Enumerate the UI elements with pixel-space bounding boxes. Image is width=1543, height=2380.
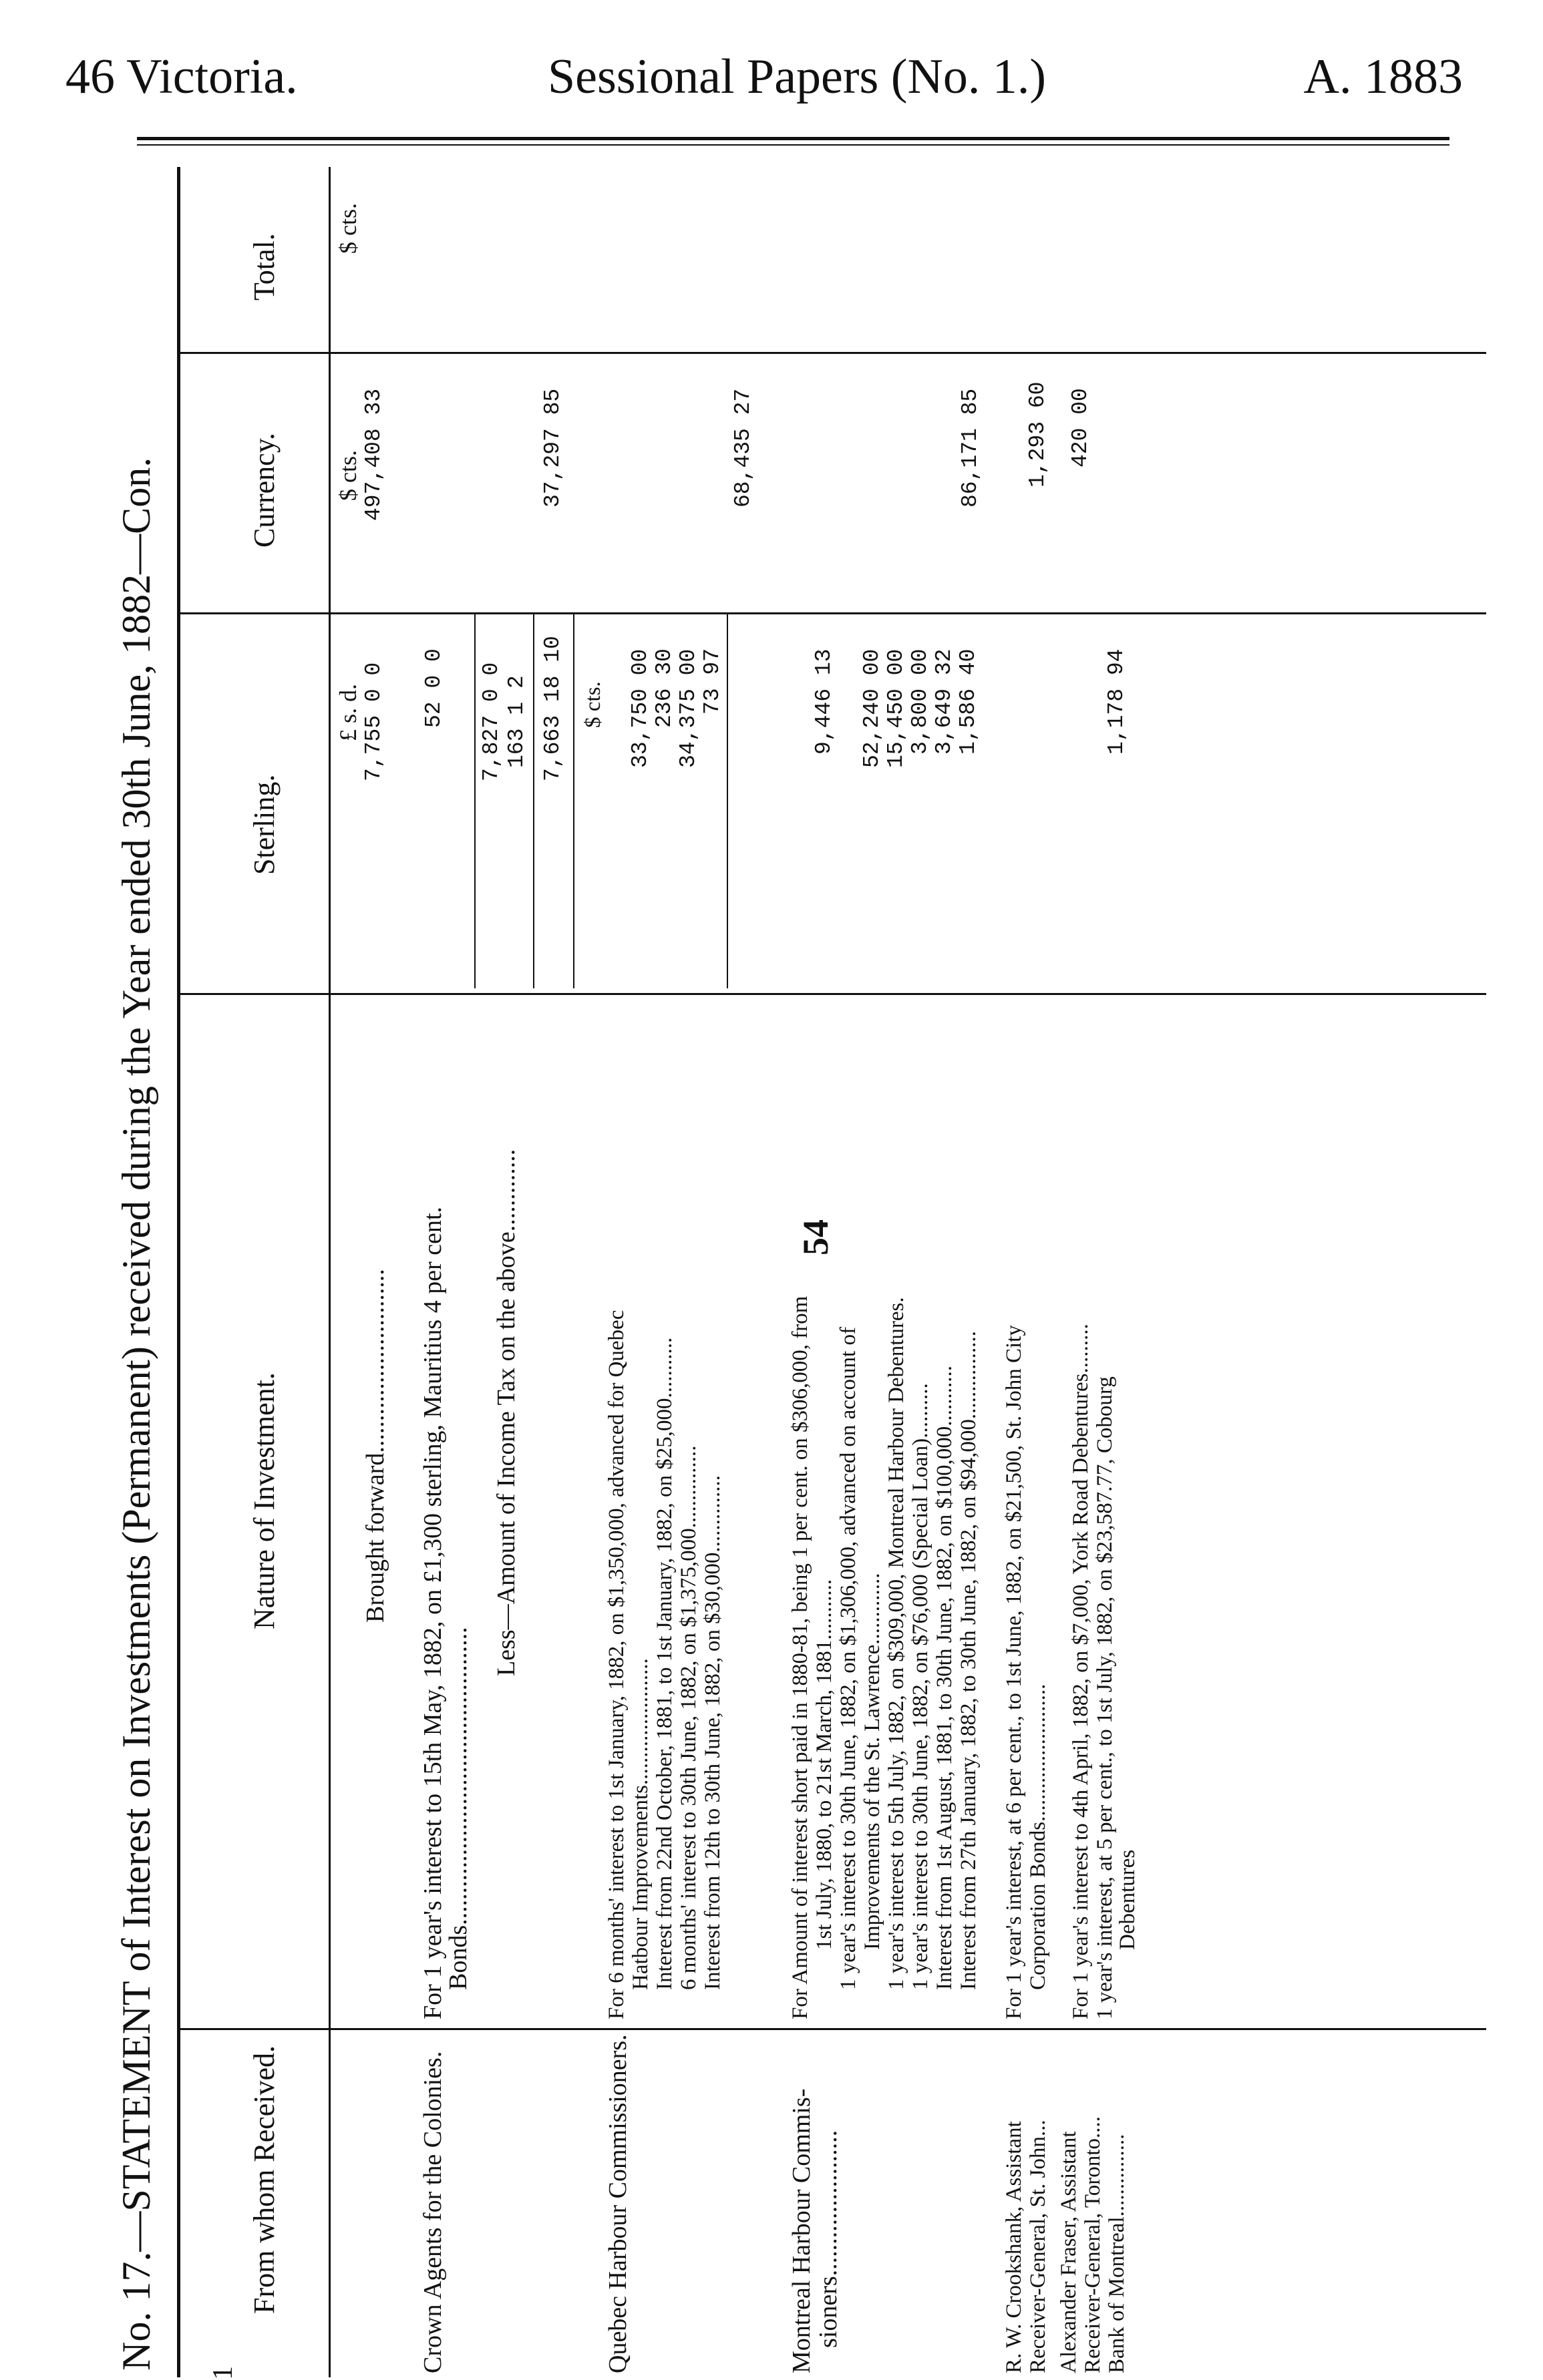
crown-agents-less: Less—Amount of Income Tax on the above.............	[492, 1149, 520, 1676]
crookshank-nature-2: Corporation Bonds.........................	[1026, 1683, 1050, 1990]
montreal-currency: 86,171 85	[958, 388, 983, 508]
quebec-value-2: 236 30	[652, 648, 677, 728]
crookshank-from-1: R. W. Crookshank, Assistant	[1002, 2121, 1026, 2373]
bank-montreal-from: Bank of Montreal...............	[1105, 2134, 1129, 2373]
crown-agents-net: 7,663 18 10	[540, 636, 565, 781]
crown-agents-net-rule	[533, 614, 534, 988]
quebec-line-2: Hatbour Improvements.......................	[629, 1658, 653, 1990]
montreal-from-2: sioners.......................	[814, 2130, 842, 2348]
unit-total: $ cts.	[335, 203, 361, 254]
montreal-line-5: 1 year's interest to 5th July, 1882, on $309,000, Montreal Harbour Debentures.	[884, 1297, 908, 1990]
crown-agents-subtotal: 7,827 0 0	[479, 662, 504, 781]
quebec-line-4: 6 months' interest to 30th June, 1882, on $1,375,000...............	[677, 1445, 701, 1990]
quebec-value-3: 34,375 00	[676, 648, 701, 768]
quebec-from: Quebec Harbour Commissioners.	[604, 2034, 632, 2373]
crown-agents-nature-2: Bonds...............................................	[444, 1627, 472, 1990]
montreal-value-4: 3,800 00	[908, 648, 932, 755]
montreal-value-1: 9,446 13	[812, 648, 836, 755]
col-divider-4	[177, 352, 1486, 354]
brought-forward-label: Brought forward.............................	[361, 1269, 389, 1623]
col-head-from-whom: From whom Received.	[248, 2045, 281, 2314]
brought-forward-sterling: 7,755 0 0	[361, 662, 386, 781]
page-header-left: 46 Victoria.	[65, 49, 298, 104]
col-head-total: Total.	[248, 233, 281, 301]
quebec-section-rule	[573, 614, 574, 988]
bank-montreal-sterling: 1,178 94	[1104, 648, 1129, 755]
montreal-value-5: 3,649 32	[932, 648, 957, 755]
bank-montreal-nature-1: 1 year's interest, at 5 per cent., to 1st July, 1882, on $23,587.77, Cobourg	[1093, 1376, 1117, 2019]
crown-agents-less-value: 163 1 2	[504, 675, 529, 768]
montreal-from-1: Montreal Harbour Commis-	[788, 2088, 816, 2373]
quebec-unit: $ cts.	[581, 681, 605, 728]
page-header-right: A. 1883	[1303, 49, 1463, 104]
quebec-value-1: 33,750 00	[628, 648, 653, 768]
page-header-center: Sessional Papers (No. 1.)	[548, 49, 1047, 104]
col-head-nature: Nature of Investment.	[248, 1372, 281, 1629]
quebec-currency: 68,435 27	[731, 388, 755, 508]
crown-agents-sterling: 52 0 0	[421, 648, 446, 728]
crown-agents-subtotal-rule	[474, 614, 476, 988]
crown-agents-currency: 37,297 85	[540, 388, 565, 508]
fraser-from-2: Receiver-General, Toronto....	[1081, 2116, 1105, 2373]
quebec-line-3: Interest from 22nd October, 1881, to 1st January, 1882, on $25,000...........	[653, 1337, 677, 1990]
montreal-line-2: 1st July, 1880, to 21st March, 1881...........	[812, 1579, 836, 1950]
crown-agents-from: Crown Agents for the Colonies.	[419, 2051, 447, 2373]
montreal-value-3: 15,450 00	[884, 648, 908, 768]
montreal-value-2: 52,240 00	[860, 648, 884, 768]
quebec-value-4: 73 97	[700, 648, 725, 715]
brought-forward-currency: 497,408 33	[361, 388, 386, 521]
crookshank-nature-1: For 1 year's interest, at 6 per cent., to 1st June, 1882, on $21,500, St. John City	[1002, 1325, 1026, 2019]
table-header-rule	[329, 167, 331, 2377]
montreal-section-rule	[727, 614, 728, 988]
crown-agents-nature-1: For 1 year's interest to 15th May, 1882, on £1,300 sterling, Mauritius 4 per cent.	[419, 1206, 447, 2019]
montreal-line-4: Improvements of the St. Lawrence.............	[860, 1573, 884, 1950]
page-number: 54	[796, 1219, 836, 1255]
col-divider-1	[177, 2028, 1486, 2030]
col-divider-3	[177, 612, 1486, 614]
unit-currency: $ cts.	[335, 450, 361, 501]
unit-sterling: £ s. d.	[335, 683, 361, 741]
rotated-table-page	[114, 140, 1516, 2380]
fraser-from-1: Alexander Fraser, Assistant	[1057, 2131, 1081, 2373]
col-head-currency: Currency.	[248, 433, 281, 548]
fraser-nature: For 1 year's interest to 4th April, 1882, on $7,000, York Road Debentures.........	[1069, 1324, 1093, 2019]
table-top-rule	[177, 167, 180, 2377]
montreal-line-8: Interest from 27th January, 1882, to 30th June, 1882, on $94,000................	[957, 1331, 981, 1990]
montreal-line-1: For Amount of interest short paid in 1880-81, being 1 per cent. on $306,000, from	[788, 1296, 812, 2019]
montreal-line-7: Interest from 1st August, 1881, to 30th June, 1882, on $100,000...........	[932, 1366, 957, 1990]
crookshank-currency: 1,293 60	[1025, 381, 1050, 487]
margin-mark: 1	[208, 2366, 238, 2380]
quebec-line-1: For 6 months' interest to 1st January, 1882, on $1,350,000, advanced for Quebec	[605, 1310, 629, 2019]
crookshank-from-2: Receiver-General, St. John...	[1026, 2120, 1050, 2373]
bank-montreal-nature-2: Debentures	[1116, 1849, 1140, 1950]
statement-title: No. 17.—STATEMENT of Interest on Investments (Permanent) received during the Year ended 30th June, 1882—Con.	[114, 457, 158, 2371]
montreal-line-6: 1 year's interest to 30th June, 1882, on $76,000 (Special Loan)..........	[908, 1383, 932, 1990]
quebec-line-5: Interest from 12th to 30th June, 1882, on $30,000..............	[701, 1475, 725, 1990]
col-divider-2	[177, 993, 1486, 995]
montreal-line-3: 1 year's interest to 30th June, 1882, on $1,306,000, advanced on account of	[836, 1327, 860, 1990]
col-head-sterling: Sterling.	[248, 774, 281, 875]
montreal-value-6: 1,586 40	[956, 648, 981, 755]
fraser-currency: 420 00	[1068, 388, 1093, 467]
